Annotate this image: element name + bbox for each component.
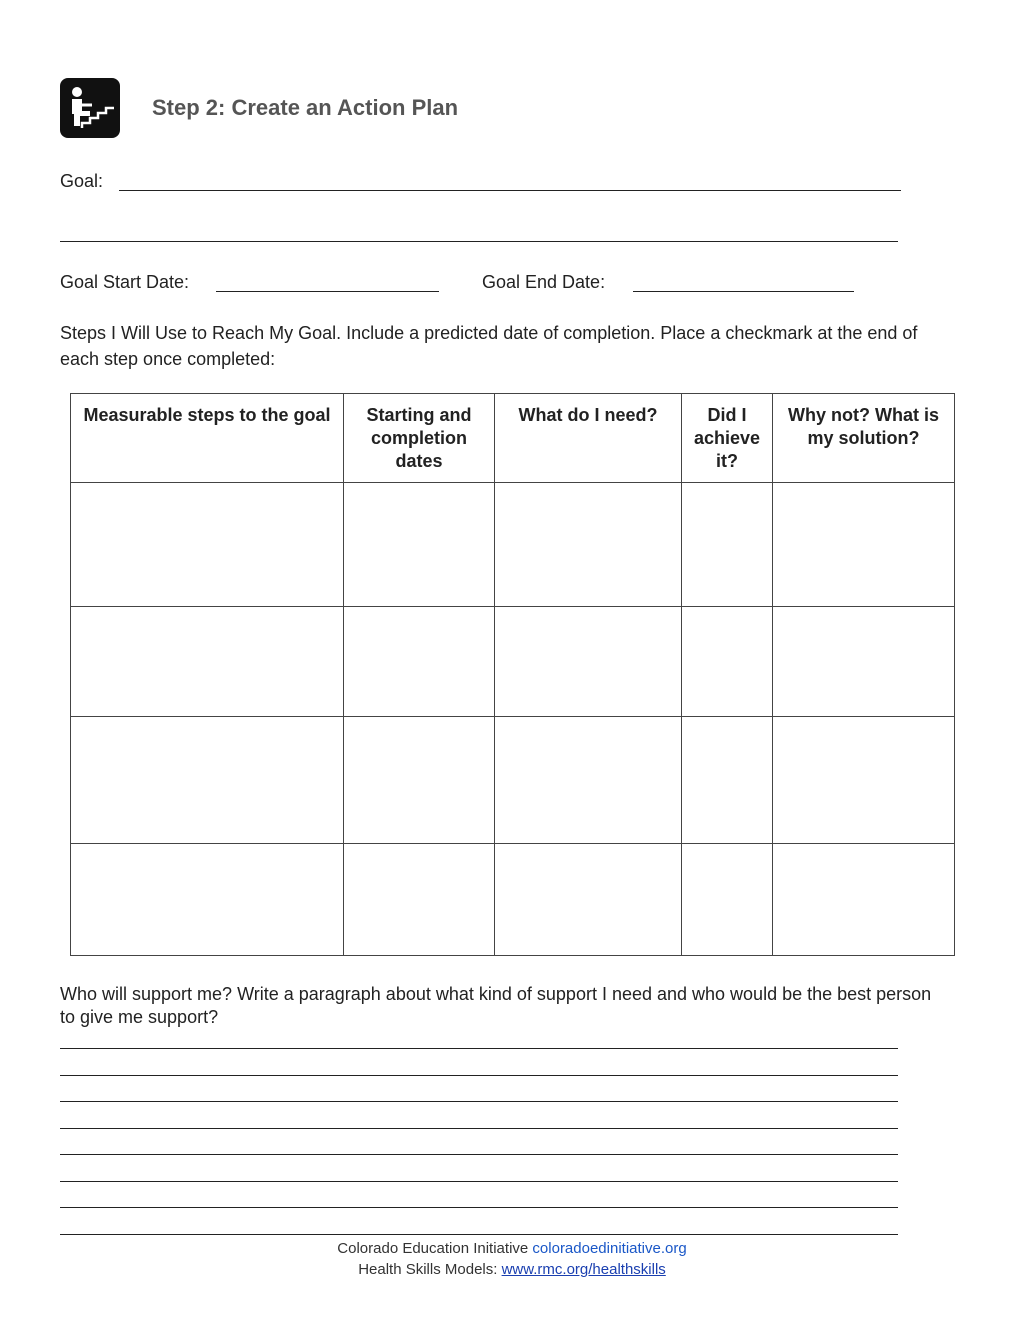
cell-steps[interactable]	[71, 483, 344, 607]
cell-dates[interactable]	[344, 717, 495, 844]
page-title: Step 2: Create an Action Plan	[152, 95, 459, 120]
cell-solution[interactable]	[773, 844, 955, 956]
support-answer-line[interactable]	[60, 1181, 898, 1182]
table-row	[71, 607, 955, 717]
cell-dates[interactable]	[344, 483, 495, 607]
support-answer-line[interactable]	[60, 1234, 898, 1235]
table-row	[71, 844, 955, 956]
cell-solution[interactable]	[773, 607, 955, 717]
cell-solution[interactable]	[773, 717, 955, 844]
start-date-label: Goal Start Date:	[60, 272, 190, 292]
start-date-input-line[interactable]	[216, 291, 439, 292]
table-header-row	[71, 394, 955, 483]
support-answer-line[interactable]	[60, 1075, 898, 1076]
support-answer-line[interactable]	[60, 1048, 898, 1049]
cell-needs[interactable]	[495, 717, 682, 844]
support-answer-line[interactable]	[60, 1207, 898, 1208]
cell-achieved[interactable]	[682, 844, 773, 956]
cell-dates[interactable]	[344, 844, 495, 956]
support-answer-line[interactable]	[60, 1154, 898, 1155]
person-climbing-stairs-icon	[60, 78, 120, 138]
cell-needs[interactable]	[495, 607, 682, 717]
cell-solution[interactable]	[773, 483, 955, 607]
footer-org-link[interactable]: coloradoedinitiative.org	[532, 1240, 687, 1257]
action-plan-table	[70, 393, 955, 956]
column-header-needs: What do I need?	[495, 394, 682, 483]
cell-steps[interactable]	[71, 844, 344, 956]
cell-achieved[interactable]	[682, 607, 773, 717]
table-row	[71, 717, 955, 844]
support-answer-line[interactable]	[60, 1101, 898, 1102]
cell-dates[interactable]	[344, 607, 495, 717]
cell-achieved[interactable]	[682, 717, 773, 844]
end-date-label: Goal End Date:	[482, 272, 606, 292]
footer-models-link[interactable]: www.rmc.org/healthskills	[501, 1261, 666, 1278]
cell-steps[interactable]	[71, 717, 344, 844]
footer-org	[0, 1240, 1024, 1257]
end-date-input-line[interactable]	[633, 291, 854, 292]
column-header-dates: Starting and completion dates	[344, 394, 495, 483]
cell-steps[interactable]	[71, 607, 344, 717]
table-row	[71, 483, 955, 607]
column-header-steps: Measurable steps to the goal	[71, 394, 344, 483]
support-prompt: Who will support me? Write a paragraph about what kind of support I need and who would be the best person to give me support?	[60, 984, 932, 1027]
column-header-solution: Why not? What is my solution?	[773, 394, 955, 483]
goal-input-line-2[interactable]	[60, 241, 898, 242]
steps-instructions: Steps I Will Use to Reach My Goal. Include a predicted date of completion. Place a checkmark at the end of each step once completed:	[60, 323, 918, 369]
cell-needs[interactable]	[495, 844, 682, 956]
footer-org-text: Colorado Education Initiative	[337, 1240, 529, 1257]
support-answer-line[interactable]	[60, 1128, 898, 1129]
goal-label: Goal:	[60, 171, 104, 191]
goal-input-line[interactable]	[119, 190, 901, 191]
column-header-achieved: Did I achieve it?	[682, 394, 773, 483]
footer-models-text: Health Skills Models:	[358, 1261, 498, 1278]
cell-needs[interactable]	[495, 483, 682, 607]
cell-achieved[interactable]	[682, 483, 773, 607]
footer-models	[0, 1261, 1024, 1278]
